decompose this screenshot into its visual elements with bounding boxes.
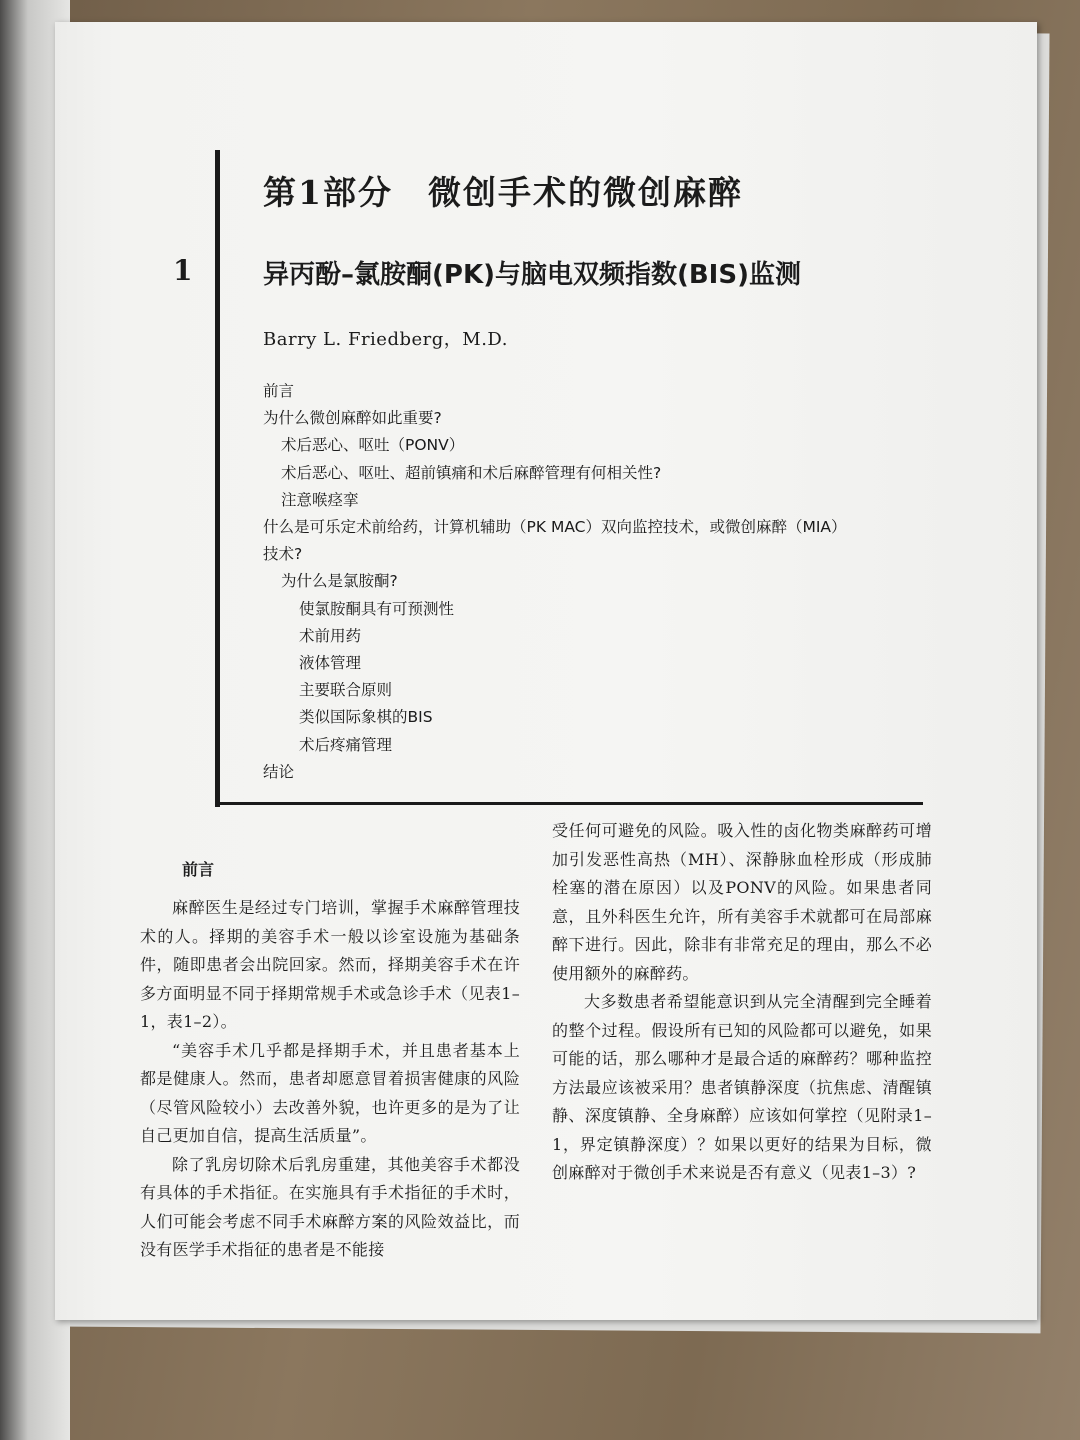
toc-item: 注意喉痉挛 [281, 490, 359, 509]
body-column-left [140, 894, 520, 1265]
paragraph: 除了乳房切除术后乳房重建，其他美容手术都没有具体的手术指征。在实施具有手术指征的手术时，人们可能会考虑不同手术麻醉方案的风险效益比，而没有医学手术指征的患者是不能接 [140, 1154, 520, 1259]
paragraph: 受任何可避免的风险。吸入性的卤化物类麻醉药可增加引发恶性高热（MH）、深静脉血栓形成（形成肺栓塞的潜在原因）以及PONV的风险。如果患者同意，且外科医生允许，所有美容手术就都可在局部麻醉下进行。因此，除非有非常充足的理由，那么不必使用额外的麻醉药。 [552, 821, 932, 983]
vertical-rule [215, 150, 220, 807]
toc-item: 为什么是氯胺酮? [281, 572, 398, 591]
horizontal-rule [215, 802, 923, 805]
paragraph: 麻醉医生是经过专门培训，掌握手术麻醉管理技术的人。择期的美容手术一般以诊室设施为基础条件，随即患者会出院回家。然而，择期美容手术在许多方面明显不同于择期常规手术或急诊手术（见表1–1，表1–2）。 [140, 898, 520, 1031]
toc-item: 前言 [263, 382, 295, 400]
toc-item: 术后恶心、呕吐、超前镇痛和术后麻醉管理有何相关性? [281, 463, 662, 482]
toc-item: 类似国际象棋的BIS [299, 708, 433, 727]
toc-item: 术后恶心、呕吐（PONV） [281, 436, 465, 455]
toc-item: 术后疼痛管理 [299, 735, 393, 754]
toc-item: 使氯胺酮具有可预测性 [299, 599, 455, 618]
author: Barry L. Friedberg，M.D. [263, 329, 508, 350]
toc-item: 为什么微创麻醉如此重要? [263, 409, 442, 428]
toc-item: 结论 [263, 762, 295, 781]
chapter-contents [263, 378, 943, 786]
toc-item: 技术? [263, 545, 303, 564]
toc-item: 主要联合原则 [299, 681, 393, 700]
toc-item: 术前用药 [299, 626, 362, 645]
chapter-title: 异丙酚–氯胺酮(PK)与脑电双频指数(BIS)监测 [263, 260, 801, 290]
paragraph: “美容手术几乎都是择期手术，并且患者基本上都是健康人。然而，患者却愿意冒着损害健康的风险（尽管风险较小）去改善外貌，也许更多的是为了让自己更加自信，提高生活质量”。 [140, 1040, 520, 1145]
paragraph: 大多数患者希望能意识到从完全清醒到完全睡着的整个过程。假设所有已知的风险都可以避免，如果可能的话，那么哪种才是最合适的麻醉药？哪种监控方法最应该被采用？患者镇静深度（抗焦虑、清醒镇静、深度镇静、全身麻醉）应该如何掌控（见附录1–1，界定镇静深度）？如果以更好的结果为目标，微创麻醉对于微创手术来说是否有意义（见表1–3）? [552, 992, 932, 1182]
section-heading: 前言 [182, 860, 215, 879]
toc-item: 什么是可乐定术前给药，计算机辅助（PK MAC）双向监控技术，或微创麻醉（MIA） [263, 518, 847, 537]
body-column-right [552, 817, 932, 1188]
part-title: 第1部分 微创手术的微创麻醉 [263, 173, 743, 212]
book-page [55, 22, 1037, 1320]
toc-item: 液体管理 [299, 654, 362, 673]
chapter-number: 1 [173, 254, 193, 287]
